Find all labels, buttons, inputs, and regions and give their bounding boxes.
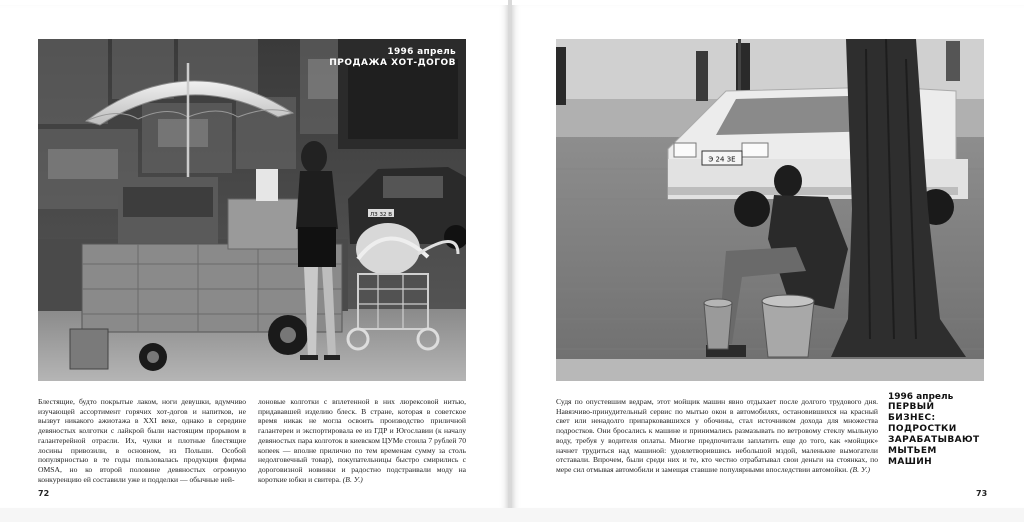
photo-caption bbox=[329, 47, 456, 68]
right-column bbox=[556, 397, 878, 475]
side-caption-title: ПЕРВЫЙ БИЗНЕС: ПОДРОСТКИ ЗАРАБАТЫВАЮТ МЫТЬЕМ МАШИН bbox=[888, 402, 980, 467]
left-column-1-text: Блестящие, будто покрытые лаком, ноги девушки, вдумчиво изучающей ассортимент горячих хот-догов и напитков, не вызвут никакого ажиотажа в XXI веке, однако в середине девяностых колготки с лайкрой были настоящим прорывом в галантерейной отрасли. Их, чулки и плотные блестящие лосины привозили, в основном, из Польши. Особой популярностью в те годы пользовалась продукция фирмы OMSA, но ко второй половине девяностых огромную конкуренцию ей составили уже и подделки — обычные ней- bbox=[38, 397, 246, 484]
carwash-photo-image bbox=[556, 39, 984, 381]
page-number-right: 73 bbox=[976, 489, 988, 498]
right-column-text: Судя по опустевшим ведрам, этот мойщик машин явно отдыхает после долгого трудового дня. Навязчиво-принудительный сервис по мытью окон в автомобилях, остановившихся на красный свет или ненадолго припарковавшихся у обочины, стал источником дохода для множества подростков. Они бросались к машине и принимались размазывать по ветровому стеклу мыльную воду, требуя у водителя оплаты. Многие предпочитали заплатить еще до того, как «мойщик» начнет трудиться над машиной: удовлетворившись небольшой мздой, маленькие вымогатели отставали. Впрочем, были среди них и те, кто честно отрабатывал свои деньги на стоянках, по мере сил отмывая автомобили и замещая ставшие популярными впоследствии автомойки. bbox=[556, 397, 878, 474]
hotdog-photo-image bbox=[38, 39, 466, 381]
left-page bbox=[0, 5, 508, 510]
photo-caption-date: 1996 апрель bbox=[387, 47, 456, 57]
hotdog-photo bbox=[38, 39, 466, 381]
left-column-2-signature: (В. У.) bbox=[342, 474, 363, 484]
page-number-left: 72 bbox=[38, 489, 50, 498]
left-column-2 bbox=[258, 397, 466, 484]
right-column-signature: (В. У.) bbox=[849, 464, 871, 474]
page-bottom-edge bbox=[0, 508, 1024, 522]
side-caption-date: 1996 апрель bbox=[888, 392, 954, 402]
car-plate-right-text: Э 24 ЗЕ bbox=[708, 155, 736, 164]
left-column-2-text: лоновые колготки с вплетенной в них люрексовой нитью, придававшей изделию блеск. В стране, которая в советское время никак не могла освоить производство приличной галантереи и экспортировала ее из ГДР и Югославии (к началу девяностых пара колготок в киевском ЦУМе стоила 7 рублей 70 копеек — вполне прилично по тем временам сумму за столь недолговечный товар), покупательницы быстро смирились с дороговизной новинки и радостно подстраивали моду на короткие юбки и свитера. bbox=[258, 397, 466, 484]
photo-caption-title: ПРОДАЖА ХОТ-ДОГОВ bbox=[329, 58, 456, 68]
carwash-photo bbox=[556, 39, 984, 381]
side-caption bbox=[888, 392, 980, 468]
left-column-1 bbox=[38, 397, 246, 484]
car-plate-text: ЛЗ 32 В bbox=[370, 212, 392, 218]
